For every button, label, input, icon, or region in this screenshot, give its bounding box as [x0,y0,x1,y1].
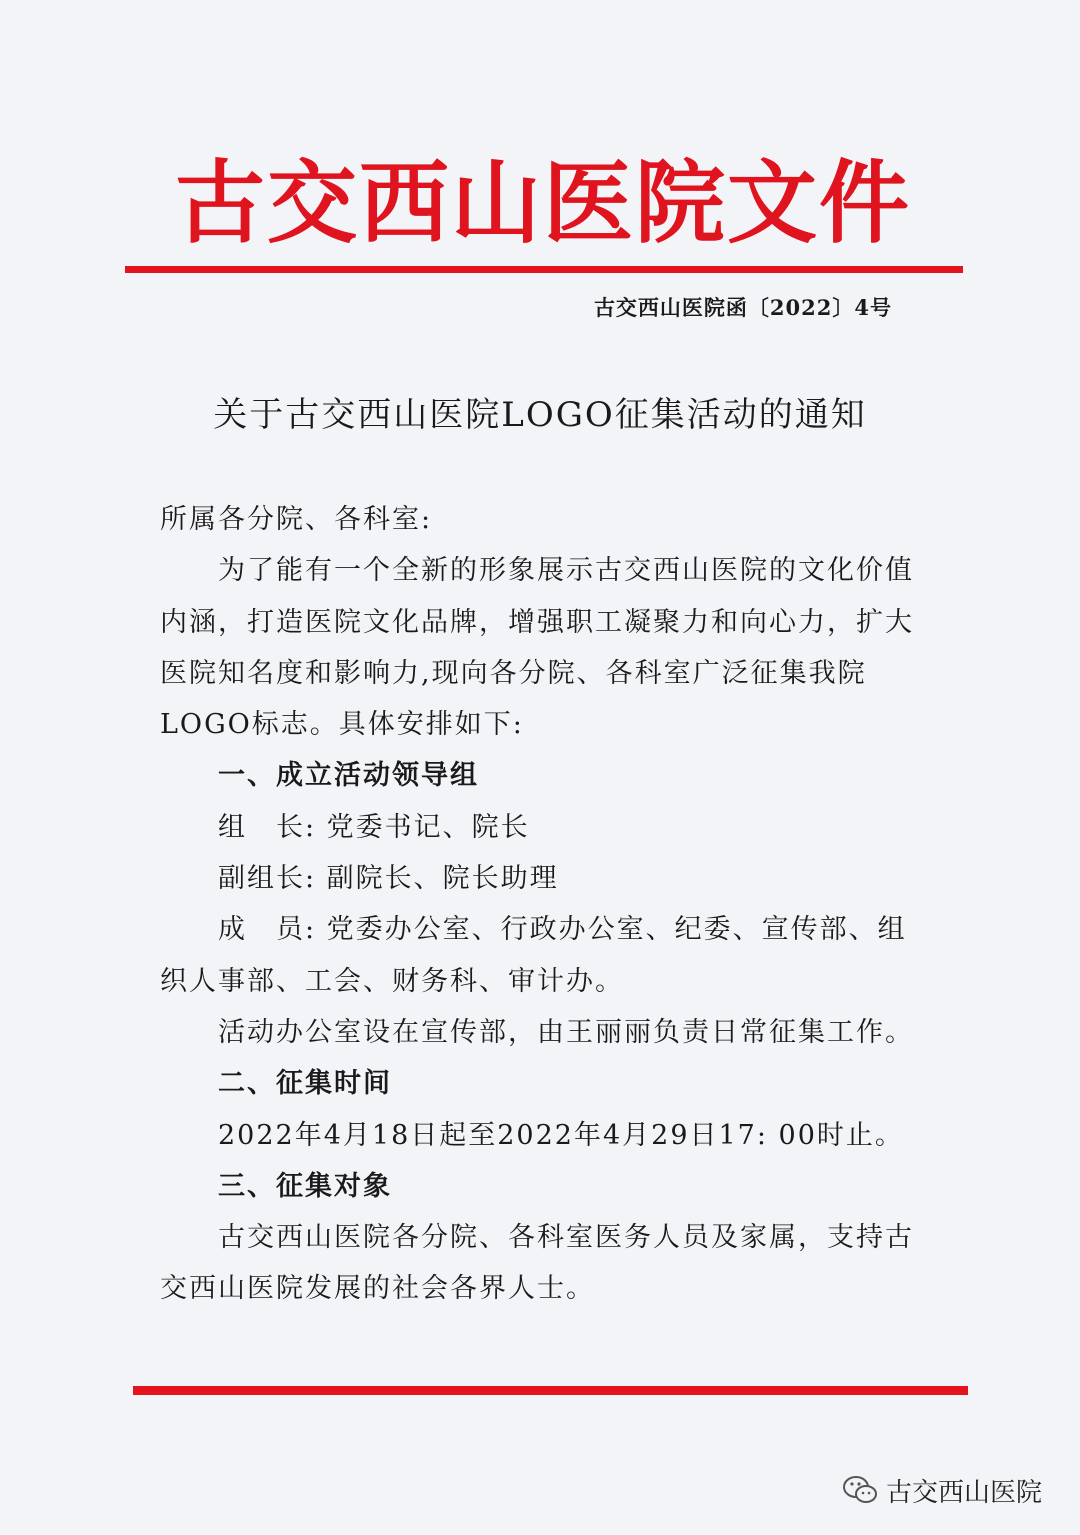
time-line: 2022年4月18日起至2022年4月29日17: 00时止。 [218,1119,904,1151]
wechat-icon [842,1474,878,1506]
notice-title: 关于古交西山医院LOGO征集活动的通知 [213,395,867,435]
salutation: 所属各分院、各科室: [160,504,433,535]
office-line: 活动办公室设在宣传部，由王丽丽负责日常征集工作。 [218,1016,914,1048]
document-number: 古交西山医院函〔2022〕4号 [593,295,892,320]
notice-body [160,494,930,1315]
intro-paragraph: 为了能有一个全新的形象展示古交西山医院的文化价值内涵，打造医院文化品牌，增强职工凝聚力和向心力，扩大医院知名度和影响力,现向各分院、各科室广泛征集我院LOGO标志。具体安排如下: [160,555,914,741]
watermark-text: 古交西山医院 [885,1477,1042,1508]
red-rule-top [125,266,963,273]
leader-line: 组 长: 党委书记、院长 [218,811,530,843]
wechat-watermark [842,1470,1042,1510]
targets-paragraph: 古交西山医院各分院、各科室医务人员及家属，支持古交西山医院发展的社会各界人士。 [160,1222,914,1305]
deputy-line: 副组长: 副院长、院长助理 [218,863,559,895]
section-heading-1: 一、成立活动领导组 [218,760,479,792]
section-heading-2: 二、征集时间 [218,1068,392,1100]
members-paragraph: 成 员: 党委办公室、行政办公室、纪委、宣传部、组织人事部、工会、财务科、审计办。 [160,914,907,997]
masthead-title: 古交西山医院文件 [175,150,911,256]
section-heading-3: 三、征集对象 [218,1170,392,1202]
red-rule-bottom [133,1386,968,1395]
